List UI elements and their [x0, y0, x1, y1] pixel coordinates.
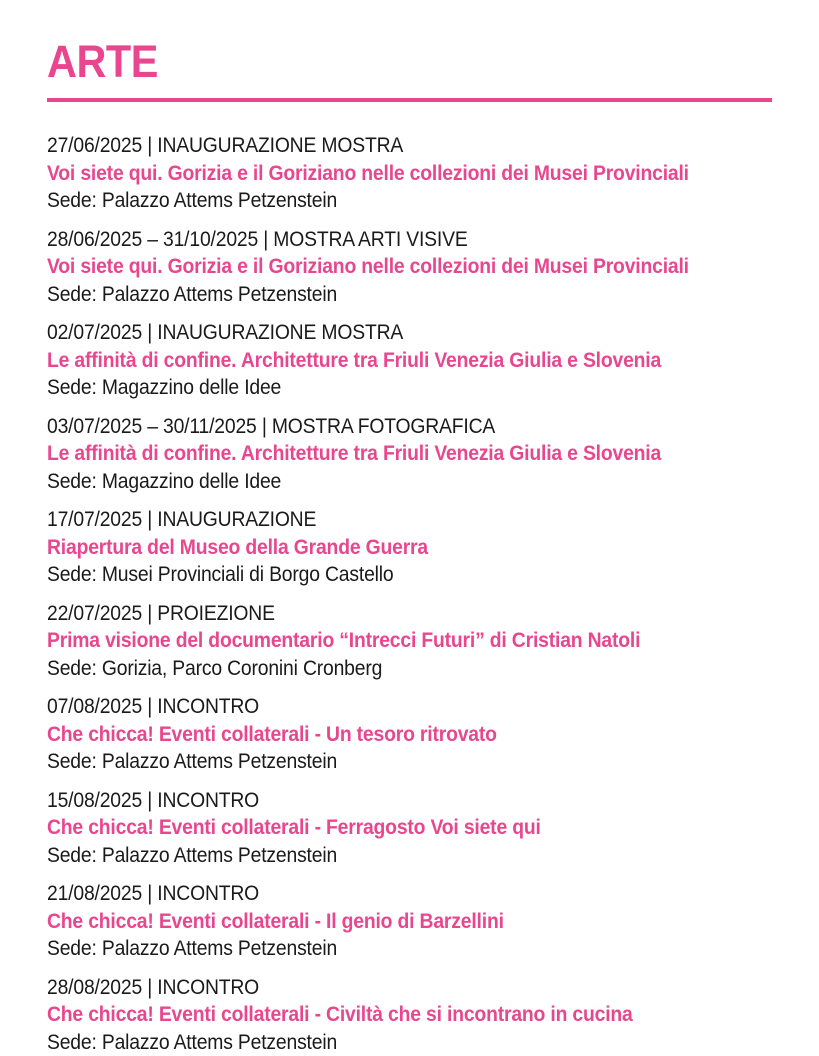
- title-rule: [47, 98, 772, 102]
- event-item: [47, 787, 772, 870]
- event-date: 28/06/2025 – 31/10/2025 | MOSTRA ARTI VISIVE: [47, 226, 700, 254]
- event-item: [47, 226, 772, 309]
- page-title: ARTE: [47, 36, 714, 88]
- event-title: Che chicca! Eventi collaterali - Il genio di Barzellini: [47, 908, 700, 936]
- event-item: [47, 974, 772, 1056]
- event-venue: Sede: Magazzino delle Idee: [47, 374, 700, 402]
- event-date: 15/08/2025 | INCONTRO: [47, 787, 700, 815]
- event-item: [47, 132, 772, 215]
- event-date: 22/07/2025 | PROIEZIONE: [47, 600, 700, 628]
- event-title: Che chicca! Eventi collaterali - Ferragosto Voi siete qui: [47, 814, 700, 842]
- event-venue: Sede: Musei Provinciali di Borgo Castello: [47, 561, 700, 589]
- event-venue: Sede: Palazzo Attems Petzenstein: [47, 187, 700, 215]
- event-item: [47, 413, 772, 496]
- event-date: 03/07/2025 – 30/11/2025 | MOSTRA FOTOGRAFICA: [47, 413, 700, 441]
- event-item: [47, 600, 772, 683]
- event-date: 21/08/2025 | INCONTRO: [47, 880, 700, 908]
- event-date: 02/07/2025 | INAUGURAZIONE MOSTRA: [47, 319, 700, 347]
- event-title: Le affinità di confine. Architetture tra Friuli Venezia Giulia e Slovenia: [47, 440, 700, 468]
- event-date: 28/08/2025 | INCONTRO: [47, 974, 700, 1002]
- event-venue: Sede: Palazzo Attems Petzenstein: [47, 935, 700, 963]
- event-venue: Sede: Gorizia, Parco Coronini Cronberg: [47, 655, 700, 683]
- event-title: Prima visione del documentario “Intrecci Futuri” di Cristian Natoli: [47, 627, 700, 655]
- event-item: [47, 880, 772, 963]
- event-venue: Sede: Palazzo Attems Petzenstein: [47, 748, 700, 776]
- event-venue: Sede: Palazzo Attems Petzenstein: [47, 842, 700, 870]
- event-date: 07/08/2025 | INCONTRO: [47, 693, 700, 721]
- event-title: Le affinità di confine. Architetture tra Friuli Venezia Giulia e Slovenia: [47, 347, 700, 375]
- event-venue: Sede: Palazzo Attems Petzenstein: [47, 1029, 700, 1056]
- event-date: 17/07/2025 | INAUGURAZIONE: [47, 506, 700, 534]
- event-title: Che chicca! Eventi collaterali - Un tesoro ritrovato: [47, 721, 700, 749]
- event-venue: Sede: Magazzino delle Idee: [47, 468, 700, 496]
- event-date: 27/06/2025 | INAUGURAZIONE MOSTRA: [47, 132, 700, 160]
- event-title: Voi siete qui. Gorizia e il Goriziano nelle collezioni dei Musei Provinciali: [47, 253, 700, 281]
- events-list: [47, 132, 772, 1056]
- event-item: [47, 693, 772, 776]
- event-title: Che chicca! Eventi collaterali - Civiltà che si incontrano in cucina: [47, 1001, 700, 1029]
- event-item: [47, 319, 772, 402]
- event-title: Riapertura del Museo della Grande Guerra: [47, 534, 700, 562]
- event-venue: Sede: Palazzo Attems Petzenstein: [47, 281, 700, 309]
- event-item: [47, 506, 772, 589]
- event-title: Voi siete qui. Gorizia e il Goriziano nelle collezioni dei Musei Provinciali: [47, 160, 700, 188]
